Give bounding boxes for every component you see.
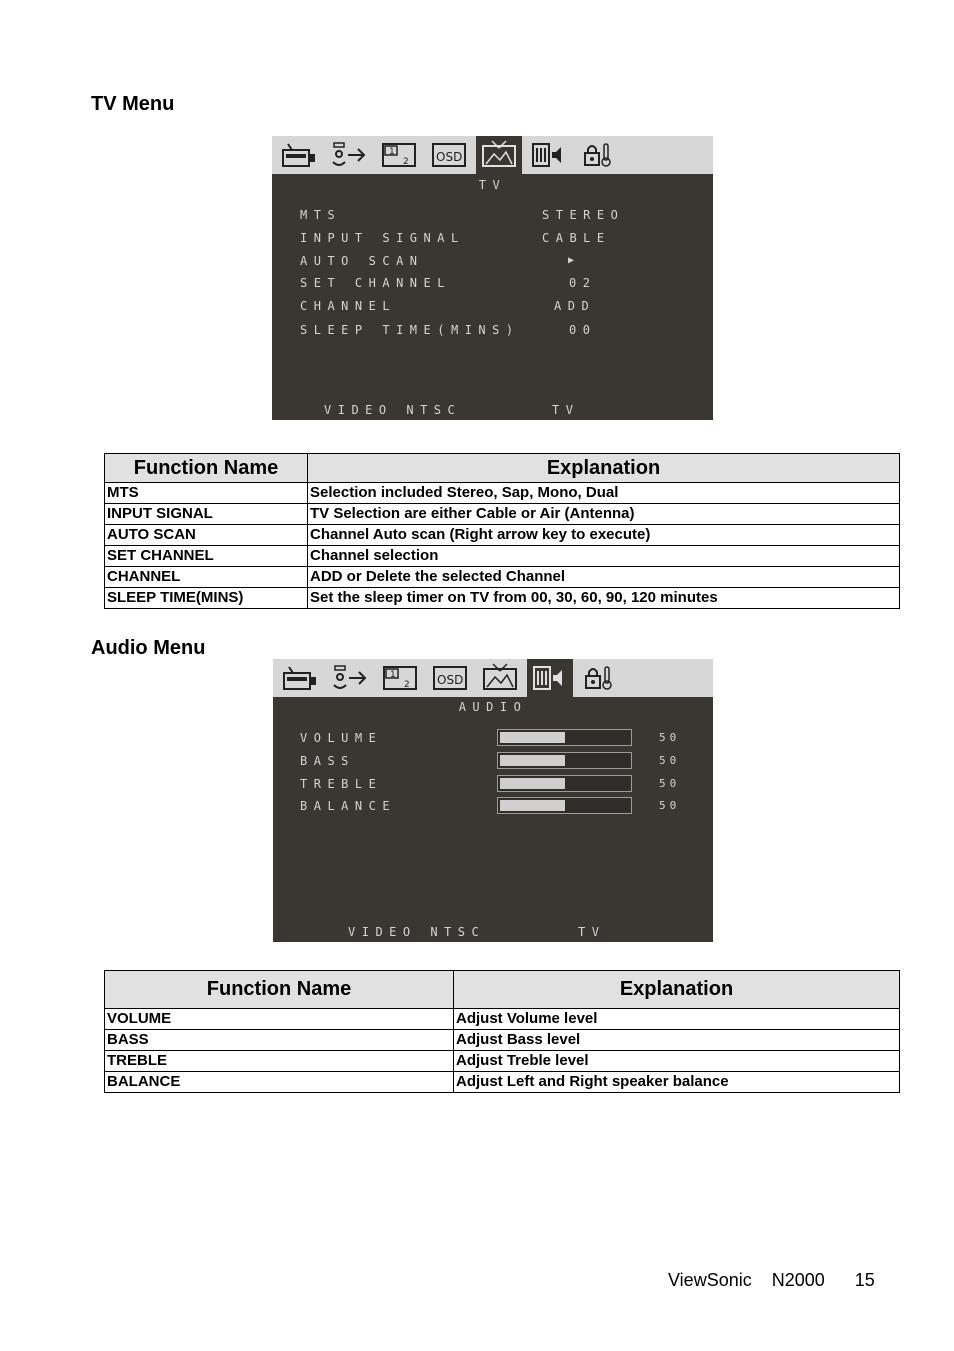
svg-text:OSD: OSD: [437, 673, 464, 687]
osd-item-value: 00: [569, 323, 597, 337]
osd-item-label[interactable]: INPUT SIGNAL: [300, 231, 465, 245]
osd-icon[interactable]: [427, 659, 473, 697]
osd-item-label[interactable]: BASS: [300, 754, 355, 768]
osd-icon-bar: [272, 136, 713, 174]
osd-footer-source: VIDEO NTSC: [348, 925, 486, 939]
audio-osd-screen: [273, 659, 713, 942]
function-name-cell: BALANCE: [105, 1072, 454, 1093]
footer-model: N2000: [771, 1270, 825, 1290]
osd-item-value: ADD: [554, 299, 596, 313]
remote-signal-icon[interactable]: [326, 136, 372, 174]
osd-item-value: 02: [569, 276, 597, 290]
explanation-cell: Adjust Volume level: [454, 1009, 900, 1030]
balance-slider[interactable]: [497, 797, 632, 814]
arrow-right-icon[interactable]: ▶: [568, 255, 581, 266]
explanation-cell: ADD or Delete the selected Channel: [308, 567, 900, 588]
explanation-cell: Adjust Bass level: [454, 1030, 900, 1051]
remote-signal-icon[interactable]: [327, 659, 373, 697]
osd-item-label[interactable]: CHANNEL: [300, 299, 397, 313]
slider-fill: [500, 800, 565, 811]
function-name-cell: CHANNEL: [105, 567, 308, 588]
pip-icon[interactable]: [377, 659, 423, 697]
lock-icon[interactable]: [576, 136, 622, 174]
svg-text:1: 1: [389, 147, 395, 157]
svg-text:1: 1: [390, 670, 396, 680]
audio-menu-heading: Audio Menu: [91, 637, 206, 659]
table-row: [105, 1009, 900, 1030]
table-header: Explanation: [308, 454, 900, 483]
osd-icon[interactable]: [426, 136, 472, 174]
function-name-cell: INPUT SIGNAL: [105, 504, 308, 525]
lock-icon[interactable]: [577, 659, 623, 697]
osd-title: TV: [478, 178, 507, 192]
table-row: [105, 483, 900, 504]
table-row: [105, 525, 900, 546]
table-row: [105, 588, 900, 609]
osd-item-value: STEREO: [542, 208, 625, 222]
page-number: 15: [854, 1270, 875, 1290]
pip-icon[interactable]: [376, 136, 422, 174]
footer-brand: ViewSonic: [668, 1270, 752, 1290]
speaker-icon[interactable]: [527, 659, 573, 697]
osd-item-label[interactable]: VOLUME: [300, 731, 383, 745]
table-row: [105, 1030, 900, 1051]
explanation-cell: TV Selection are either Cable or Air (Antenna): [308, 504, 900, 525]
osd-item-label[interactable]: BALANCE: [300, 799, 397, 813]
osd-title: AUDIO: [458, 700, 528, 714]
explanation-cell: Selection included Stereo, Sap, Mono, Dual: [308, 483, 900, 504]
osd-item-value: 50: [659, 731, 681, 744]
tv-antenna-icon[interactable]: [477, 659, 523, 697]
osd-icon-bar: [273, 659, 713, 697]
audio-function-table: [104, 970, 900, 1093]
table-row: [105, 1051, 900, 1072]
osd-item-label[interactable]: TREBLE: [300, 777, 383, 791]
explanation-cell: Adjust Treble level: [454, 1051, 900, 1072]
explanation-cell: Adjust Left and Right speaker balance: [454, 1072, 900, 1093]
input-source-icon[interactable]: [276, 136, 322, 174]
table-row: [105, 1072, 900, 1093]
osd-item-label[interactable]: AUTO SCAN: [300, 254, 424, 268]
function-name-cell: AUTO SCAN: [105, 525, 308, 546]
table-row: [105, 567, 900, 588]
explanation-cell: Set the sleep timer on TV from 00, 30, 60, 90, 120 minutes: [308, 588, 900, 609]
osd-footer-mode: TV: [552, 403, 580, 417]
page-footer: [668, 1270, 875, 1291]
osd-item-value: CABLE: [542, 231, 611, 245]
table-header: Function Name: [105, 971, 454, 1009]
function-name-cell: MTS: [105, 483, 308, 504]
tv-osd-screen: [272, 136, 713, 420]
table-row: [105, 546, 900, 567]
osd-item-label[interactable]: MTS: [300, 208, 342, 222]
bass-slider[interactable]: [497, 752, 632, 769]
table-row: [105, 504, 900, 525]
volume-slider[interactable]: [497, 729, 632, 746]
svg-text:2: 2: [404, 680, 410, 690]
function-name-cell: SLEEP TIME(MINS): [105, 588, 308, 609]
treble-slider[interactable]: [497, 775, 632, 792]
tv-menu-heading: TV Menu: [91, 93, 175, 115]
function-name-cell: VOLUME: [105, 1009, 454, 1030]
osd-item-label[interactable]: SET CHANNEL: [300, 276, 451, 290]
osd-footer-mode: TV: [578, 925, 606, 939]
osd-item-value: 50: [659, 754, 681, 767]
slider-fill: [500, 778, 565, 789]
osd-footer-source: VIDEO NTSC: [324, 403, 462, 417]
function-name-cell: BASS: [105, 1030, 454, 1051]
slider-fill: [500, 755, 565, 766]
explanation-cell: Channel selection: [308, 546, 900, 567]
speaker-icon[interactable]: [526, 136, 572, 174]
function-name-cell: TREBLE: [105, 1051, 454, 1072]
svg-text:2: 2: [403, 157, 409, 167]
tv-antenna-icon[interactable]: [476, 136, 522, 174]
table-header: Function Name: [105, 454, 308, 483]
explanation-cell: Channel Auto scan (Right arrow key to execute): [308, 525, 900, 546]
function-name-cell: SET CHANNEL: [105, 546, 308, 567]
input-source-icon[interactable]: [277, 659, 323, 697]
table-header: Explanation: [454, 971, 900, 1009]
tv-function-table: [104, 453, 900, 609]
svg-text:OSD: OSD: [436, 150, 463, 164]
osd-item-label[interactable]: SLEEP TIME(MINS): [300, 323, 520, 337]
slider-fill: [500, 732, 565, 743]
osd-item-value: 50: [659, 777, 681, 790]
osd-item-value: 50: [659, 799, 681, 812]
